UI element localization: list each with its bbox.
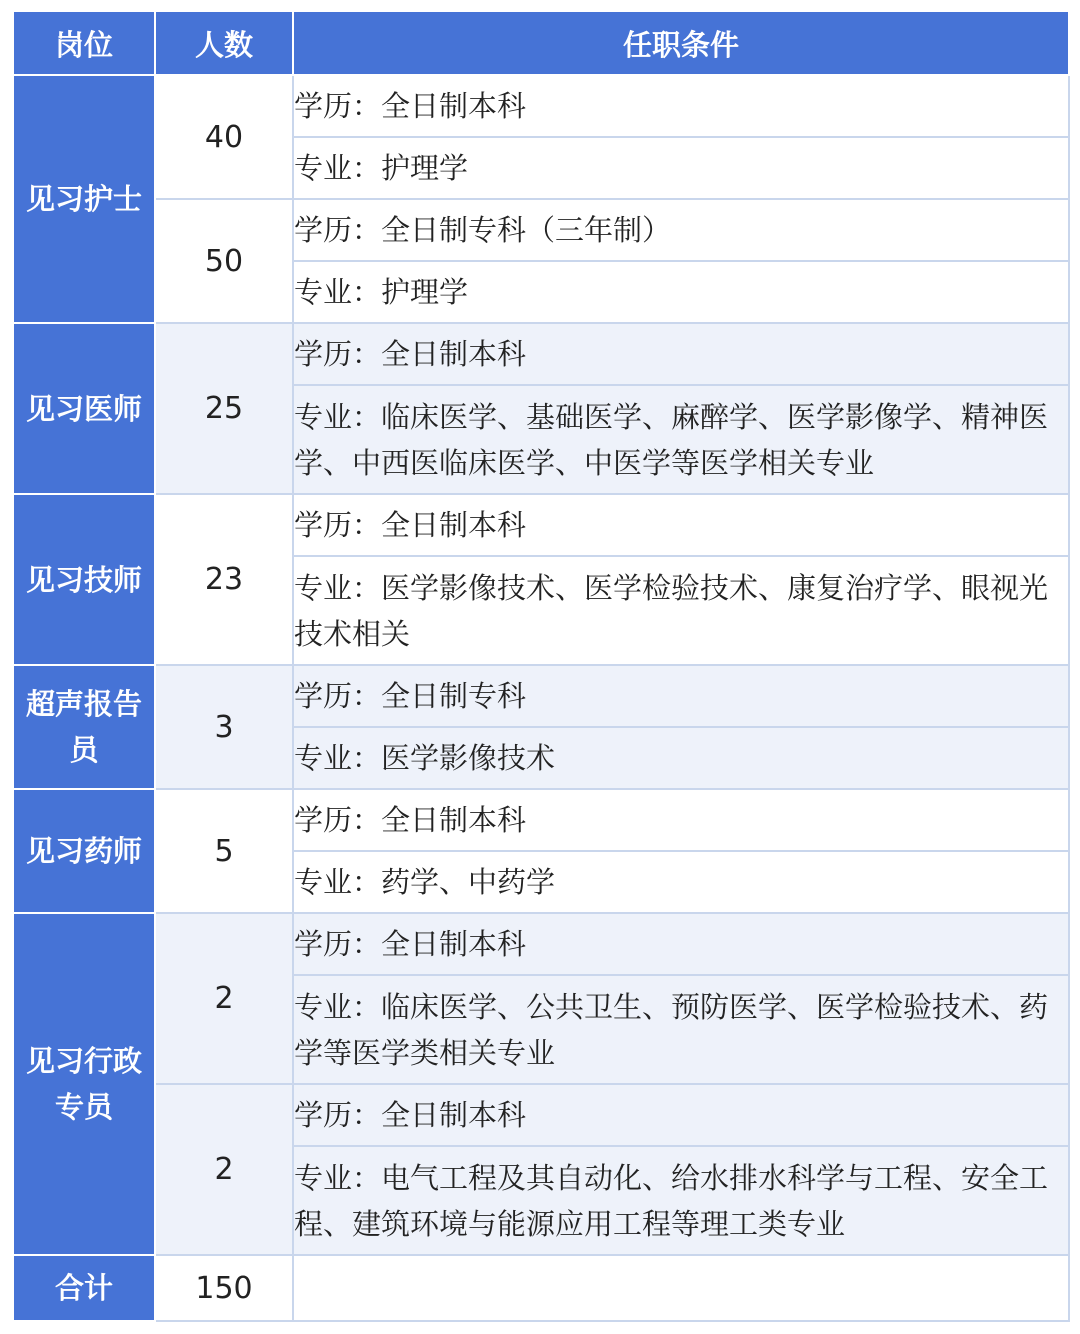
education-cell: 学历：全日制专科（三年制） bbox=[293, 199, 1069, 261]
major-cell: 专业：临床医学、基础医学、麻醉学、医学影像学、精神医学、中西医临床医学、中医学等医学相关专业 bbox=[293, 385, 1069, 494]
position-cell-technician: 见习技师 bbox=[13, 494, 155, 665]
header-count: 人数 bbox=[155, 11, 293, 75]
education-cell: 学历：全日制本科 bbox=[293, 913, 1069, 975]
count-cell-nurse-2: 50 bbox=[155, 199, 293, 323]
position-cell-nurse: 见习护士 bbox=[13, 75, 155, 323]
count-cell-ultrasound: 3 bbox=[155, 665, 293, 789]
table-row bbox=[13, 1084, 1069, 1146]
education-cell: 学历：全日制本科 bbox=[293, 789, 1069, 851]
total-row bbox=[13, 1255, 1069, 1321]
position-cell-ultrasound: 超声报告员 bbox=[13, 665, 155, 789]
table-row bbox=[13, 913, 1069, 975]
count-cell-admin-1: 2 bbox=[155, 913, 293, 1084]
count-cell-technician: 23 bbox=[155, 494, 293, 665]
count-cell-nurse-1: 40 bbox=[155, 75, 293, 199]
table-row bbox=[13, 665, 1069, 727]
total-count: 150 bbox=[155, 1255, 293, 1321]
table-row bbox=[13, 75, 1069, 137]
total-empty-cell bbox=[293, 1255, 1069, 1321]
total-label: 合计 bbox=[13, 1255, 155, 1321]
education-cell: 学历：全日制专科 bbox=[293, 665, 1069, 727]
table-row bbox=[13, 199, 1069, 261]
count-cell-admin-2: 2 bbox=[155, 1084, 293, 1255]
table-row bbox=[13, 494, 1069, 556]
education-cell: 学历：全日制本科 bbox=[293, 323, 1069, 385]
education-cell: 学历：全日制本科 bbox=[293, 1084, 1069, 1146]
header-position: 岗位 bbox=[13, 11, 155, 75]
table-row bbox=[13, 789, 1069, 851]
count-cell-doctor: 25 bbox=[155, 323, 293, 494]
major-cell: 专业：药学、中药学 bbox=[293, 851, 1069, 913]
education-cell: 学历：全日制本科 bbox=[293, 75, 1069, 137]
position-cell-pharmacist: 见习药师 bbox=[13, 789, 155, 913]
major-cell: 专业：护理学 bbox=[293, 261, 1069, 323]
recruitment-table bbox=[12, 10, 1070, 1322]
major-cell: 专业：临床医学、公共卫生、预防医学、医学检验技术、药学等医学类相关专业 bbox=[293, 975, 1069, 1084]
major-cell: 专业：电气工程及其自动化、给水排水科学与工程、安全工程、建筑环境与能源应用工程等理工类专业 bbox=[293, 1146, 1069, 1255]
table-row bbox=[13, 323, 1069, 385]
position-cell-admin: 见习行政专员 bbox=[13, 913, 155, 1255]
education-cell: 学历：全日制本科 bbox=[293, 494, 1069, 556]
recruitment-table-container bbox=[12, 10, 1068, 1322]
table-header-row bbox=[13, 11, 1069, 75]
position-cell-doctor: 见习医师 bbox=[13, 323, 155, 494]
major-cell: 专业：护理学 bbox=[293, 137, 1069, 199]
count-cell-pharmacist: 5 bbox=[155, 789, 293, 913]
major-cell: 专业：医学影像技术、医学检验技术、康复治疗学、眼视光技术相关 bbox=[293, 556, 1069, 665]
major-cell: 专业：医学影像技术 bbox=[293, 727, 1069, 789]
header-requirements: 任职条件 bbox=[293, 11, 1069, 75]
